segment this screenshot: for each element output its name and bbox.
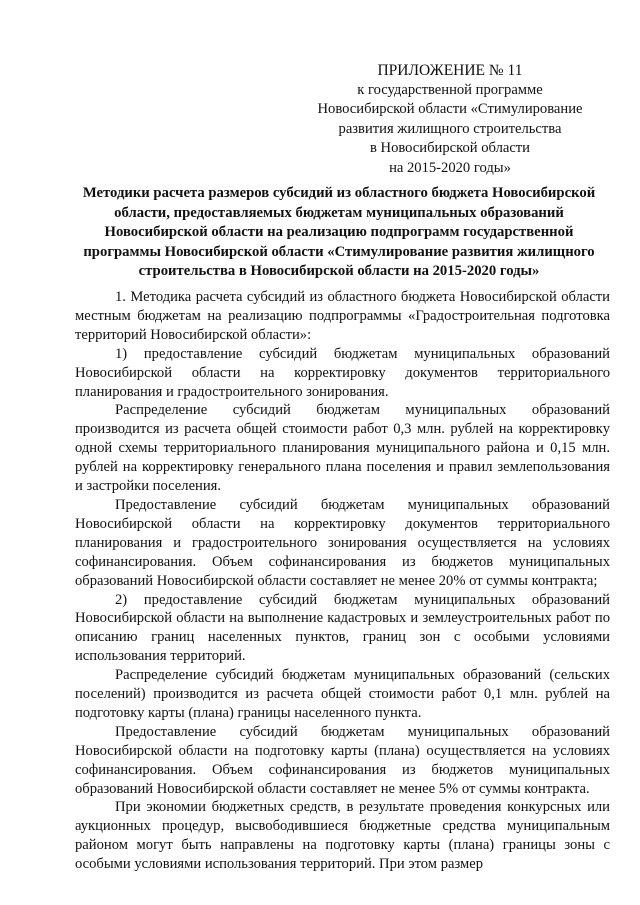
- paragraph: Предоставление субсидий бюджетам муниципальных образований Новосибирской области на корректировку документов территориального планирования и градостроительного зонирования осуществляется на условиях софинансирования. Объем софинансирования из бюджетов муниципальных образований Новосибирской области составляет не менее 20% от суммы контракта;: [75, 496, 610, 589]
- document-body: [75, 288, 610, 874]
- paragraph: Предоставление субсидий бюджетам муниципальных образований Новосибирской области на подготовку карты (плана) осуществляется на условиях софинансирования. Объем софинансирования из бюджетов муниципальных образований Новосибирской области составляет не менее 5% от суммы контракта.: [75, 723, 610, 797]
- document-title: [78, 184, 600, 282]
- paragraph: 1. Методика расчета субсидий из областного бюджета Новосибирской области местным бюджетам на реализацию подпрограммы «Градостроительная подготовка территорий Новосибирской области»:: [75, 289, 610, 343]
- appendix-line: в Новосибирской области: [369, 140, 530, 157]
- appendix-header: [300, 61, 600, 179]
- title-line: программы Новосибирской области «Стимулирование развития жилищного: [83, 243, 595, 260]
- title-line: Новосибирской области на реализацию подпрограмм государственной: [104, 224, 574, 241]
- appendix-line: Новосибирской области «Стимулирование: [317, 101, 583, 118]
- paragraph: Распределение субсидий бюджетам муниципальных образований производится из расчета общей стоимости работ 0,3 млн. рублей на корректировку одной схемы территориального планирования муниципального района и 0,15 млн. рублей на корректировку генерального плана поселения и правил землепользования и застройки поселения.: [75, 402, 610, 495]
- appendix-line: к государственной программе: [357, 81, 543, 98]
- title-line: области, предоставляемых бюджетам муниципальных образований: [114, 204, 564, 221]
- appendix-title: ПРИЛОЖЕНИЕ № 11: [377, 62, 523, 79]
- paragraph: 2) предоставление субсидий бюджетам муниципальных образований Новосибирской области на выполнение кадастровых и землеустроительных работ по описанию границ населенных пунктов, границ зон с особыми условиями использования территорий.: [75, 591, 610, 665]
- appendix-line: на 2015-2020 годы»: [389, 159, 511, 176]
- paragraph: Распределение субсидий бюджетам муниципальных образований (сельских поселений) производится из расчета общей стоимости работ 0,1 млн. рублей на подготовку карты (плана) границы населенного пункта.: [75, 667, 610, 721]
- title-line: строительства в Новосибирской области на 2015-2020 годы»: [138, 263, 540, 280]
- title-line: Методики расчета размеров субсидий из областного бюджета Новосибирской: [82, 185, 596, 201]
- appendix-line: развития жилищного строительства: [338, 120, 562, 137]
- paragraph: 1) предоставление субсидий бюджетам муниципальных образований Новосибирской области на корректировку документов территориального планирования и градостроительного зонирования.: [75, 345, 610, 400]
- paragraph: При экономии бюджетных средств, в результате проведения конкурсных или аукционных процедур, высвободившиеся бюджетные средства муниципальным районом могут быть направлены на подготовку карты (плана) границы зоны с особыми условиями использования территорий. При этом размер: [75, 799, 610, 873]
